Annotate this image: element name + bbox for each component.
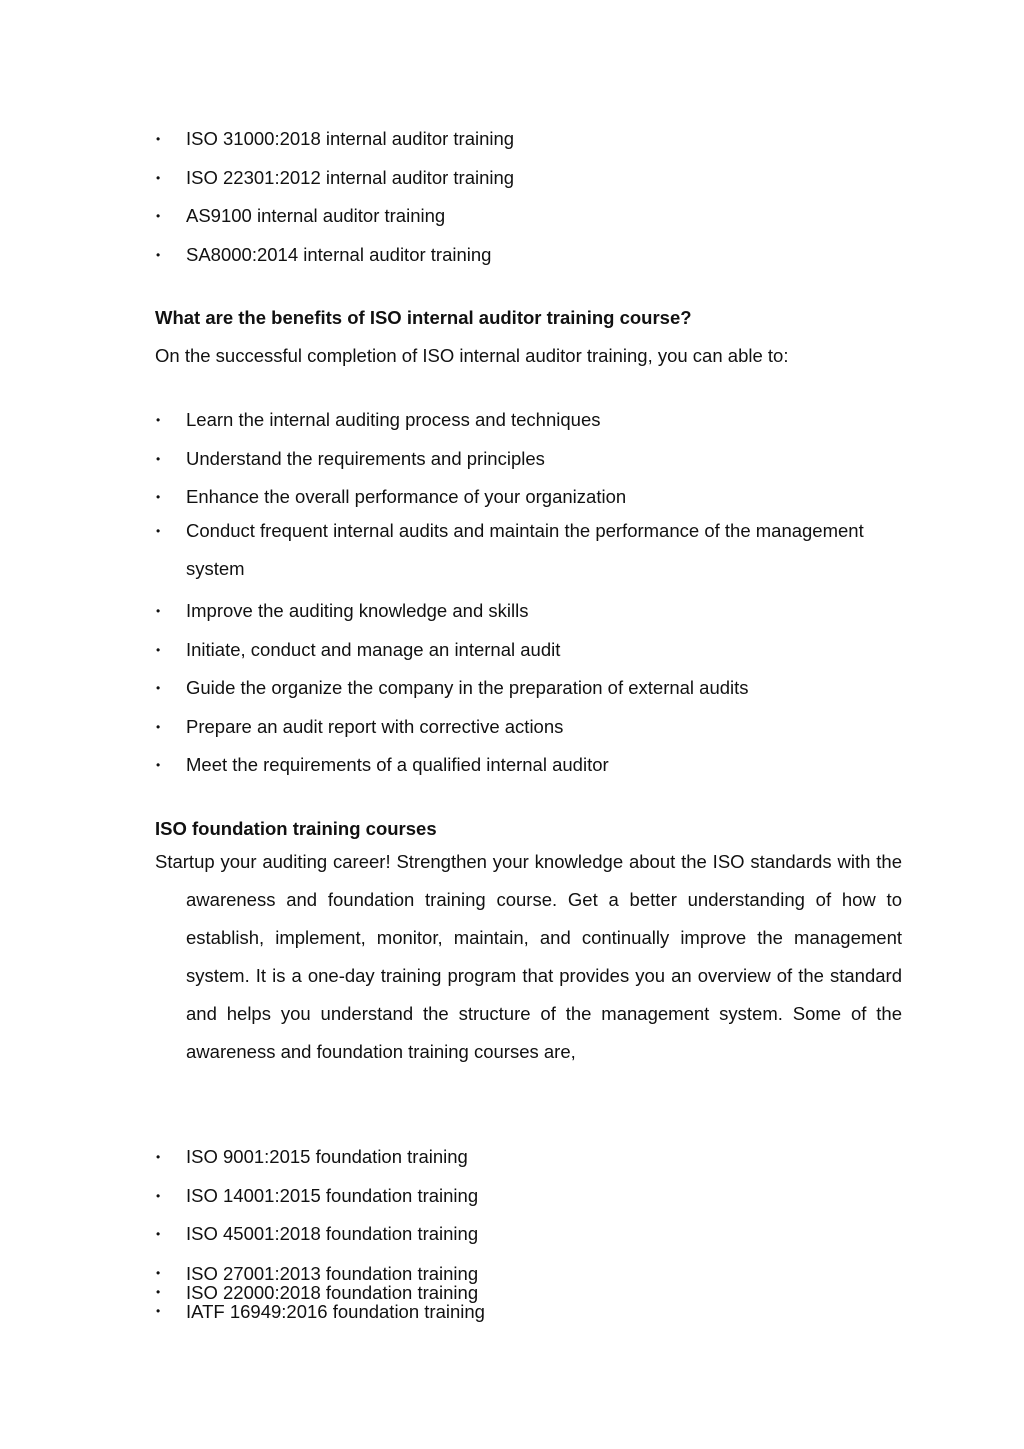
bullet-icon: •: [156, 1304, 161, 1318]
benefits-heading: What are the benefits of ISO internal auditor training course?: [155, 307, 692, 328]
list-item: • Understand the requirements and principles: [155, 440, 915, 479]
list-item: • ISO 22301:2012 internal auditor training: [155, 159, 915, 198]
list-item: • Conduct frequent internal audits and maintain the performance of the management system: [155, 512, 902, 588]
foundation-course-list: [155, 1138, 915, 1254]
benefits-list-end: [155, 592, 915, 785]
internal-auditor-course-list: [155, 120, 915, 274]
list-item: • SA8000:2014 internal auditor training: [155, 236, 915, 275]
bullet-icon: •: [156, 170, 161, 185]
bullet-icon: •: [156, 604, 161, 618]
list-item: • Guide the organize the company in the preparation of external audits: [155, 669, 915, 708]
bullet-icon: •: [156, 247, 161, 262]
foundation-paragraph: Startup your auditing career! Strengthen your knowledge about the ISO standards with the awareness and foundation training course. Get a better understanding of how to establish, implement, monitor, maintain, and continually improve the management system. It is a one-day training program that provides you an overview of the standard and helps you understand the structure of the management system. Some of the awareness and foundation training courses are,: [155, 851, 902, 1062]
bullet-icon: •: [156, 1285, 161, 1299]
bullet-icon: •: [156, 758, 161, 772]
bullet-icon: •: [156, 490, 161, 504]
list-item: • ISO 27001:2013 foundation training: [156, 1263, 479, 1284]
benefits-list: [155, 401, 915, 478]
bullet-icon: •: [156, 209, 161, 223]
bullet-icon: •: [156, 132, 161, 146]
bullet-icon: •: [156, 524, 161, 538]
list-item: • ISO 31000:2018 internal auditor training: [155, 120, 915, 159]
list-item: • AS9100 internal auditor training: [155, 197, 915, 236]
list-item: • ISO 9001:2015 foundation training: [155, 1138, 915, 1177]
list-item: • ISO 45001:2018 foundation training: [155, 1215, 915, 1254]
list-item: • ISO 14001:2015 foundation training: [155, 1177, 915, 1216]
list-item: • ISO 22000:2018 foundation training: [156, 1282, 479, 1303]
benefits-intro: On the successful completion of ISO internal auditor training, you can able to:: [155, 345, 789, 366]
foundation-heading: ISO foundation training courses: [155, 818, 437, 839]
list-item: • Enhance the overall performance of your organization: [155, 478, 915, 512]
bullet-icon: •: [156, 1188, 161, 1203]
bullet-icon: •: [156, 1227, 161, 1241]
bullet-icon: •: [156, 681, 161, 695]
bullet-icon: •: [156, 642, 161, 657]
list-item: • Prepare an audit report with corrective actions: [155, 708, 915, 747]
bullet-icon: •: [156, 1150, 161, 1164]
bullet-icon: •: [156, 413, 161, 427]
list-item: • IATF 16949:2016 foundation training: [156, 1301, 485, 1322]
list-item: • Meet the requirements of a qualified internal auditor: [155, 746, 915, 785]
bullet-icon: •: [156, 1266, 161, 1280]
foundation-course-list-compressed: [155, 1264, 915, 1321]
list-item: • Improve the auditing knowledge and skills: [155, 592, 915, 631]
benefits-list-continued: [155, 478, 915, 588]
bullet-icon: •: [156, 719, 161, 734]
bullet-icon: •: [156, 451, 161, 466]
list-item: • Learn the internal auditing process and techniques: [155, 401, 915, 440]
list-item: • Initiate, conduct and manage an internal audit: [155, 631, 915, 670]
